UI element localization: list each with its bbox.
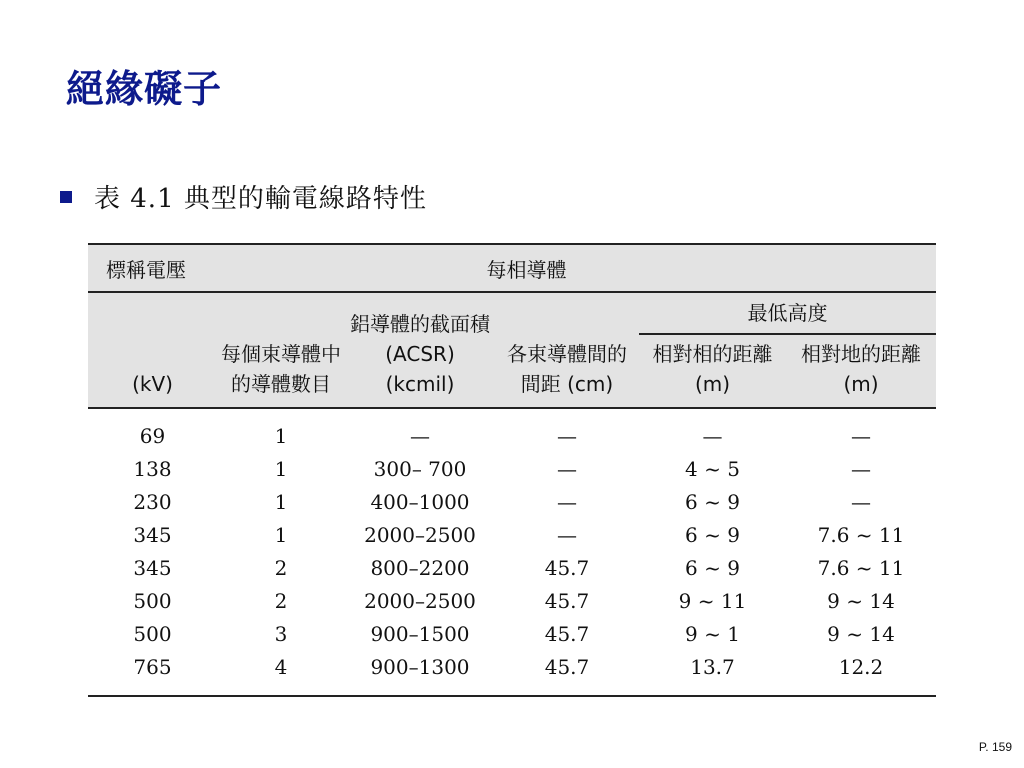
header-conductor-area: 鋁導體的截面積 (ACSR) (kcmil) (345, 292, 495, 408)
header-phase-to-phase: 相對相的距離 (m) (639, 334, 786, 408)
cell-spacing: 45.7 (544, 621, 590, 646)
cell-phase-ground: 9 ~ 14 (827, 621, 895, 646)
header-bundle-spacing: 各束導體間的間距 (cm) (495, 292, 639, 408)
table-row (88, 617, 936, 650)
cell-count: 1 (274, 456, 288, 481)
cell-count: 4 (217, 650, 345, 696)
cell-phase-ground: 9 ~ 14 (827, 588, 895, 613)
cell-kv: 345 (133, 522, 172, 547)
header-per-phase-conductor: 每相導體 (217, 244, 936, 292)
transmission-line-table (88, 243, 936, 697)
cell-spacing: 45.7 (544, 555, 590, 580)
slide-title: 絕緣礙子 (66, 66, 223, 111)
cell-phase-phase: — (702, 423, 723, 448)
cell-area: 400–1000 (370, 489, 470, 514)
square-bullet-icon (60, 191, 72, 203)
cell-phase-ground: 7.6 ~ 11 (817, 555, 905, 580)
cell-kv: 500 (133, 588, 172, 613)
cell-spacing: — (557, 522, 577, 547)
bullet-row (60, 178, 427, 215)
cell-count: 1 (274, 522, 288, 547)
cell-area: 2000–2500 (364, 588, 476, 613)
cell-phase-ground: 12.2 (786, 650, 936, 696)
cell-phase-ground: — (851, 456, 871, 481)
cell-phase-phase: 6 ~ 9 (685, 489, 740, 514)
cell-kv: 345 (133, 555, 172, 580)
header-conductor-count: 每個束導體中的導體數目 (217, 292, 345, 408)
data-table (88, 243, 936, 697)
cell-area: 900–1500 (370, 621, 470, 646)
cell-phase-ground: 7.6 ~ 11 (817, 522, 905, 547)
cell-kv: 765 (88, 650, 217, 696)
page-number: P. 159 (978, 740, 1012, 754)
cell-spacing: 45.7 (495, 650, 639, 696)
table-row (88, 452, 936, 485)
cell-phase-phase: 4 ~ 5 (685, 456, 740, 481)
cell-count: 2 (274, 555, 288, 580)
cell-kv: 230 (133, 489, 172, 514)
cell-count: 1 (274, 489, 288, 514)
cell-phase-phase: 13.7 (639, 650, 786, 696)
table-row (88, 551, 936, 584)
header-voltage-unit: (kV) (88, 292, 217, 408)
cell-spacing: 45.7 (544, 588, 590, 613)
cell-phase-phase: 9 ~ 1 (685, 621, 740, 646)
cell-phase-ground: — (851, 423, 871, 448)
cell-phase-phase: 6 ~ 9 (685, 522, 740, 547)
cell-area: 300– 700 (373, 456, 467, 481)
cell-area: 900–1300 (345, 650, 495, 696)
cell-count: 1 (274, 423, 288, 448)
cell-area: — (410, 423, 430, 448)
table-row (88, 408, 936, 452)
table-row (88, 518, 936, 551)
cell-spacing: — (557, 489, 577, 514)
cell-phase-ground: — (851, 489, 871, 514)
cell-phase-phase: 9 ~ 11 (678, 588, 747, 613)
cell-kv: 138 (133, 456, 172, 481)
cell-count: 2 (274, 588, 288, 613)
cell-spacing: — (557, 456, 577, 481)
header-phase-to-ground: 相對地的距離 (m) (786, 334, 936, 408)
cell-phase-phase: 6 ~ 9 (685, 555, 740, 580)
header-min-height: 最低高度 (639, 292, 936, 334)
cell-kv: 69 (139, 423, 166, 448)
header-nominal-voltage: 標稱電壓 (88, 244, 217, 292)
cell-spacing: — (557, 423, 577, 448)
bullet-text: 表 4.1 典型的輸電線路特性 (94, 184, 427, 214)
table-row (88, 650, 936, 696)
cell-kv: 500 (133, 621, 172, 646)
cell-count: 3 (274, 621, 288, 646)
table-row (88, 584, 936, 617)
cell-area: 800–2200 (370, 555, 470, 580)
table-row (88, 485, 936, 518)
cell-area: 2000–2500 (364, 522, 476, 547)
